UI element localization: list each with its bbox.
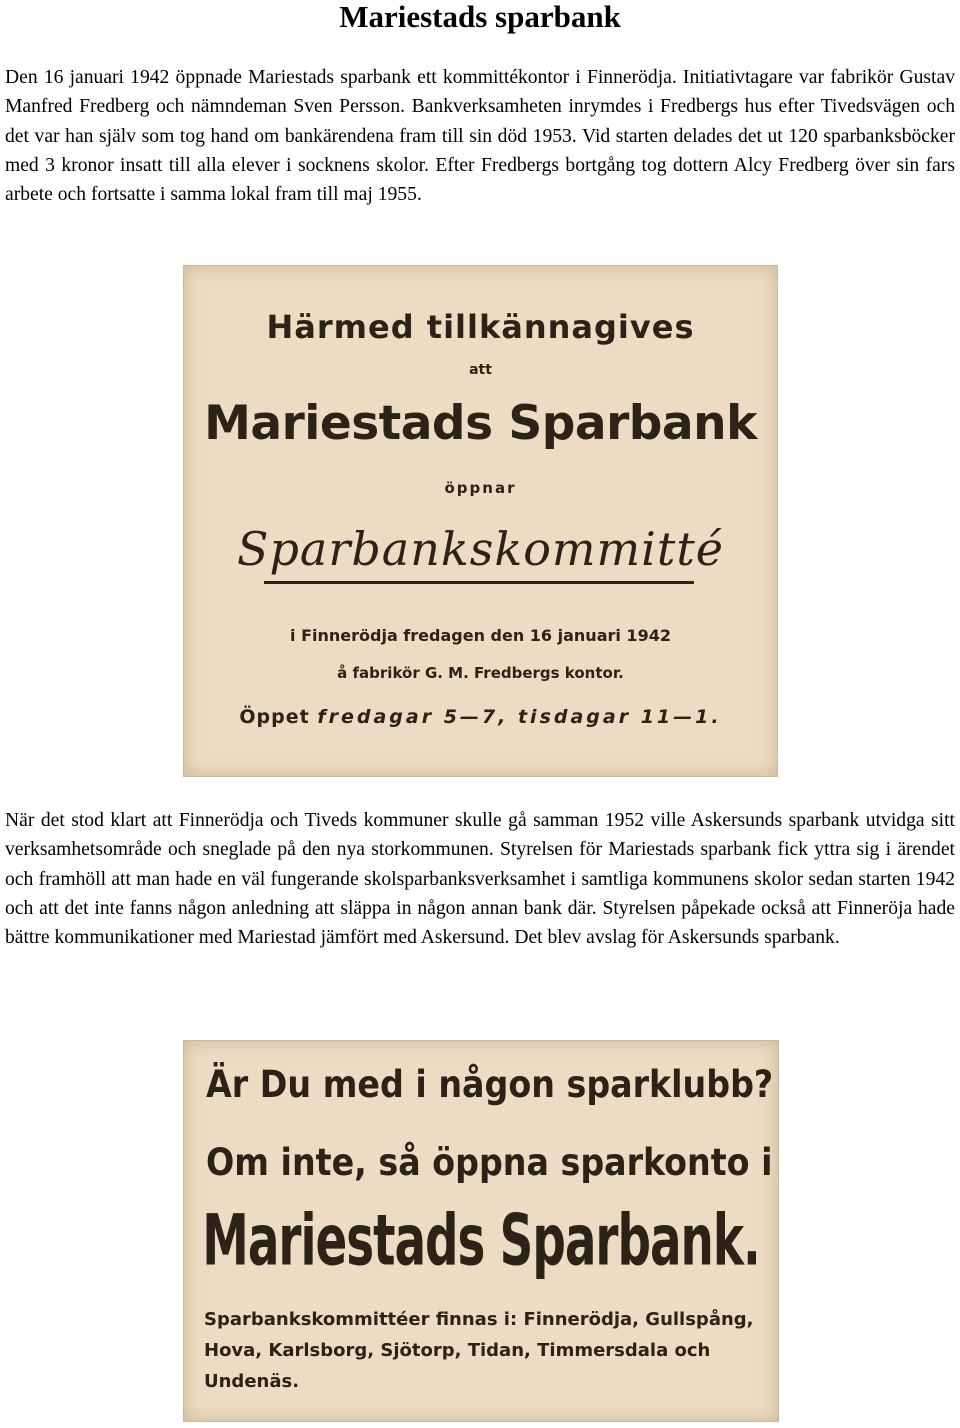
advert-subheadline: Om inte, så öppna sparkonto i (206, 1141, 773, 1184)
body-paragraph: När det stod klart att Finnerödja och Tiveds kommuner skulle gå samman 1952 ville Askersunds sparbank utvidga sitt verksamhetsområde och sneglade på den nya storkommunen. Styrelsen för Mariestads sparbank fick yttra sig i ärendet och framhöll att man hade en väl fungerande skolsparbanksverksamhet i samtliga kommunens skolor sedan starten 1942 och att det inte fanns någon anledning att släppa in någon annan bank där. Styrelsen påpekade också att Finneröja hade bättre kommunikationer med Mariestad jämfört med Askersund. Det blev avslag för Askersunds sparbank. (5, 810, 955, 949)
newspaper-clipping-advert (183, 1040, 779, 1422)
clipping-text: att (469, 362, 492, 378)
advert-headline: Är Du med i någon sparklubb? (206, 1063, 774, 1106)
advert-committee-list: Sparbankskommittéer finnas i: Finnerödja, Gullspång, Hova, Karlsborg, Sjötorp, Tidan, Timmersdala och Undenäs. (204, 1309, 754, 1392)
clipping-headline: Härmed tillkännagives (266, 308, 695, 346)
advert-bank-name: Mariestads Sparbank. (202, 1201, 760, 1282)
clipping-date-line: i Finnerödja fredagen den 16 januari 1942 (290, 626, 671, 645)
clipping-hours-text: fredagar 5—7, tisdagar 11—1. (317, 706, 722, 728)
clipping-text: öppnar (444, 479, 517, 497)
clipping-hours-line (184, 706, 777, 728)
clipping-divider (264, 581, 694, 584)
newspaper-clipping-announcement (183, 265, 778, 777)
clipping-bank-name: Mariestads Sparbank (204, 396, 757, 451)
clipping-hours-prefix: Öppet (239, 706, 310, 728)
page-title: Mariestads sparbank (339, 0, 621, 34)
intro-paragraph: Den 16 januari 1942 öppnade Mariestads sparbank ett kommittékontor i Finnerödja. Initiativtagare var fabrikör Gustav Manfred Fredberg och nämndeman Sven Persson. Bankverksamheten inrymdes i Fredbergs hus efter Tivedsvägen och det var han själv som tog hand om bankärendena fram till sin död 1953. Vid starten delades det ut 120 sparbanksböcker med 3 kronor insatt till alla elever i socknens skolor. Efter Fredbergs bortgång tog dottern Alcy Fredberg över sin fars arbete och fortsatte i samma lokal fram till maj 1955. (5, 67, 955, 206)
clipping-location-line: å fabrikör G. M. Fredbergs kontor. (337, 664, 624, 682)
clipping-committee-title: Sparbankskommitté (236, 522, 725, 576)
